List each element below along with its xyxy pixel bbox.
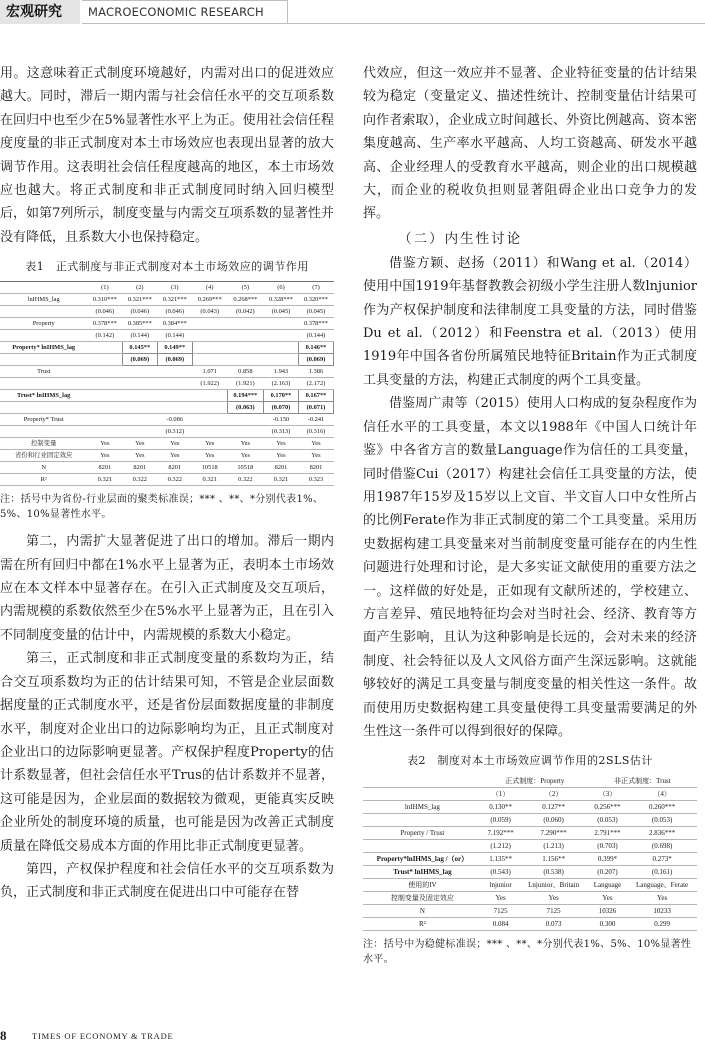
table1-cell <box>87 342 122 354</box>
table1-row-label: 控制变量 <box>0 438 87 450</box>
table1-cell: (0.144) <box>122 330 157 342</box>
table2-cell: Yes <box>482 892 520 905</box>
table2-cell: 0.260*** <box>627 801 697 814</box>
table1-cell: -0.241 <box>298 414 333 426</box>
table1-cell: (0.071) <box>298 402 333 414</box>
table1-cell <box>87 414 122 426</box>
table2-row-label: lnIHMS_lag <box>363 801 482 814</box>
table1-row-label <box>0 402 87 414</box>
table2-cell: (0.059) <box>482 814 520 827</box>
table1-cell: (0.070) <box>264 402 299 414</box>
table2-cell: 0.300 <box>588 918 627 931</box>
table2-cell: 0.399* <box>588 853 627 866</box>
table1-cell <box>122 402 157 414</box>
table1-row <box>0 402 334 414</box>
left-column <box>0 62 334 905</box>
table1-cell <box>122 366 157 378</box>
table1-cell: 0.378*** <box>87 318 122 330</box>
table1-cell: Yes <box>227 450 263 462</box>
table1-row-label <box>0 426 87 438</box>
table1-cell: 0.167** <box>298 390 333 402</box>
right-paragraph-1: 代效应，但这一效应并不显著、企业特征变量的估计结果较为稳定（变量定义、描述性统计、控制变量估计结果可向作者索取），企业成立时间越长、外资比例越高、资本密集度越高、生产率水平越高、人均工资越高、研发水平越高、企业经理人的受教育水平越高，则企业的出口规模越大，而企业的税收负担则显著阻碍企业出口竞争力的发挥。 <box>363 66 697 222</box>
table1-row-label: 省份和行业固定效应 <box>0 450 87 462</box>
table1-row-label: Trust* lnIHMS_lag <box>0 390 87 402</box>
table1-cell: (0.046) <box>157 306 192 318</box>
table1-row <box>0 354 334 366</box>
table2-cell: (0.207) <box>588 866 627 879</box>
table1-cell <box>192 318 227 330</box>
table2-row-label: 使用的IV <box>363 879 482 892</box>
table2-cell: lnjunior <box>482 879 520 892</box>
table1-cell: 8201 <box>122 462 157 474</box>
table1-cell: (1.921) <box>227 378 263 390</box>
table1-cell: (1.922) <box>192 378 227 390</box>
table1-cell <box>122 414 157 426</box>
table1-header-cell: (5) <box>227 282 263 294</box>
table2-row <box>363 892 697 905</box>
left-paragraph-2: 第二，内需扩大显著促进了出口的增加。滞后一期内需在所有回归中都在1%水平上显著为正，表明本土市场效应在本文样本中显著存在。在引入正式制度及交互项后，内需规模的系数依然至少在5%水平上显著为正，且在引入不同制度变量的估计中，内需规模的系数大小稳定。 <box>0 534 334 643</box>
table1-cell <box>87 402 122 414</box>
table2-row <box>363 827 697 840</box>
journal-name: TIMES OF ECONOMY & TRADE <box>32 1031 174 1041</box>
table2-cell: 0.084 <box>482 918 520 931</box>
table1-row <box>0 294 334 306</box>
table1-cell: -0.150 <box>264 414 299 426</box>
table1-header-cell: (7) <box>298 282 333 294</box>
table1-row <box>0 342 334 354</box>
table1-cell: 0.320*** <box>298 294 333 306</box>
table2-cell: (0.698) <box>627 840 697 853</box>
table1-header-cell: (3) <box>157 282 192 294</box>
table2-row-label: N <box>363 905 482 918</box>
table1-header-cell: (2) <box>122 282 157 294</box>
table1-cell <box>227 330 263 342</box>
table1-cell: 0.149** <box>157 342 192 354</box>
table1-cell: Yes <box>122 438 157 450</box>
table1-cell: 8201 <box>157 462 192 474</box>
table1-row-label <box>0 306 87 318</box>
table2-caption: 表2 制度对本土市场效应调节作用的2SLS估计 <box>407 754 653 768</box>
table2-group-header-cell <box>363 775 482 788</box>
table2-cell: (0.161) <box>627 866 697 879</box>
table2-row-label <box>363 840 482 853</box>
table2-row <box>363 879 697 892</box>
table1-cell <box>227 318 263 330</box>
table1-row-label: Property* Trust <box>0 414 87 426</box>
table1-cell: Yes <box>192 438 227 450</box>
table1-header-cell <box>0 282 87 294</box>
table1-cell: (0.316) <box>298 426 333 438</box>
table1-cell: (0.313) <box>264 426 299 438</box>
table1-cell: 0.321*** <box>157 294 192 306</box>
table2-cell: 1.156** <box>519 853 587 866</box>
table1-cell <box>227 414 263 426</box>
table1-cell: 0.170** <box>264 390 299 402</box>
table1-cell <box>192 402 227 414</box>
table2-cell: 0.130** <box>482 801 520 814</box>
table1-header-cell: (6) <box>264 282 299 294</box>
table1-row <box>0 414 334 426</box>
table1-cell: Yes <box>298 438 333 450</box>
table1-cell: Yes <box>87 450 122 462</box>
table1-cell <box>227 426 263 438</box>
table1-cell: (0.063) <box>227 402 263 414</box>
left-paragraph-3: 第三，正式制度和非正式制度变量的系数均为正，结合交互项系数均为正的估计结果可知，不管是企业层面数据度量的正式制度水平，还是省份层面数据度量的非制度水平，制度对企业出口的边际影响均为正，且正式制度对企业出口的边际影响更显著。产权保护程度Property的估计系数显著，但社会信任水平Trus的估计系数并不显著，这可能是因为，企业层面的数据较为微观，更能真实反映企业所处的制度环境的质量，也可能是因为改善正式制度质量在降低交易成本方面的作用比非正式制度更显著。 <box>0 651 334 854</box>
table1-cell <box>87 378 122 390</box>
table2-cell: (0.538) <box>519 866 587 879</box>
table1-cell: 8201 <box>264 462 299 474</box>
left-paragraph-1: 用。这意味着正式制度环境越好，内需对出口的促进效应越大。同时，滞后一期内需与社会信任水平的交互项系数在回归中也至少在5%显著性水平上为正。使用社会信任程度度量的非正式制度对本土市场效应也表现出显著的放大调节作用。这表明社会信任程度越高的地区，本土市场效应也越大。将正式制度和非正式制度同时纳入回归模型后，如第7列所示，制度变量与内需交互项系数的显著性并没有降低，且系数大小也保持稳定。 <box>0 66 334 245</box>
table1-row <box>0 438 334 450</box>
table1-cell: (0.046) <box>87 306 122 318</box>
table2-cell: Yes <box>588 892 627 905</box>
table1-cell <box>122 378 157 390</box>
table2-row-label: 控制变量及固定效应 <box>363 892 482 905</box>
table1-cell <box>157 390 192 402</box>
table2-row <box>363 814 697 827</box>
section-title: （二）内生性讨论 <box>398 230 523 247</box>
table2-cell: 7.290*** <box>519 827 587 840</box>
table2-cell: 7125 <box>482 905 520 918</box>
table2-cell: 2.836*** <box>627 827 697 840</box>
table1-cell: 8201 <box>87 462 122 474</box>
table1-cell: 0.145** <box>122 342 157 354</box>
table2-cell: 0.073 <box>519 918 587 931</box>
right-paragraph-2: 借鉴方颖、赵扬（2011）和Wang et al.（2014）使用中国1919年基督教教会初级小学生注册人数lnjunior作为产权保护制度和法律制度工具变量的方法，同时借鉴Du et al.（2012）和Feenstra et al.（2013）使用1919年中国各省份所属殖民地特征Britain作为正式制度工具变量的方法，构建正式制度的两个工具变量。 <box>363 255 697 388</box>
table2-row-label: R² <box>363 918 482 931</box>
table2-cell: 7.192*** <box>482 827 520 840</box>
table2-header-cell: （4） <box>627 788 697 801</box>
table1-row <box>0 318 334 330</box>
table2-header-row <box>363 788 697 801</box>
table1-cell: (0.043) <box>192 306 227 318</box>
table2-row <box>363 801 697 814</box>
table1-cell <box>122 426 157 438</box>
table1-cell: (0.069) <box>122 354 157 366</box>
table1-cell <box>192 390 227 402</box>
table1-row <box>0 390 334 402</box>
table2-row-label: Property*lnIHMS_lag /（or） <box>363 853 482 866</box>
table2-header-cell <box>363 788 482 801</box>
table1-cell: (0.069) <box>298 354 333 366</box>
table2-row <box>363 866 697 879</box>
table1-row <box>0 366 334 378</box>
table1-caption: 表1 正式制度与非正式制度对本土市场效应的调节作用 <box>25 260 309 274</box>
table1-note: 注：括号中为省份-行业层面的聚类标准误；*** 、**、*分别代表1%、5%、10%显著性水平。 <box>0 494 324 521</box>
table1-row <box>0 450 334 462</box>
table1-cell: 0.269*** <box>192 294 227 306</box>
table1-cell: 0.322 <box>157 474 192 486</box>
table2-row <box>363 840 697 853</box>
table2-cell: 1.135** <box>482 853 520 866</box>
table2-cell: (0.543) <box>482 866 520 879</box>
table1-cell <box>87 354 122 366</box>
table1-cell: 10518 <box>227 462 263 474</box>
page-header <box>0 0 705 26</box>
table1-row-label: Trust <box>0 366 87 378</box>
table1-cell <box>192 354 227 366</box>
table1-row <box>0 426 334 438</box>
table1-cell <box>87 426 122 438</box>
table1-cell: 0.321 <box>264 474 299 486</box>
table1-cell: 0.384*** <box>157 318 192 330</box>
table2-group-header-cell: 非正式制度：Trust <box>588 775 697 788</box>
table2-header-cell: （1） <box>482 788 520 801</box>
table2-row-label: Trust* lnIHMS_lag <box>363 866 482 879</box>
table2-cell: 2.791*** <box>588 827 627 840</box>
table1-cell <box>157 378 192 390</box>
table1-cell: 0.310*** <box>87 294 122 306</box>
table1-cell <box>192 414 227 426</box>
table1-row-label: R² <box>0 474 87 486</box>
table1 <box>0 281 334 486</box>
table1-cell <box>192 426 227 438</box>
table2-cell: Yes <box>627 892 697 905</box>
table2-row <box>363 918 697 931</box>
table2-cell: Yes <box>519 892 587 905</box>
section-label: 宏观研究 <box>0 0 80 24</box>
table2 <box>363 775 697 931</box>
table1-cell: 0.385*** <box>122 318 157 330</box>
table1-cell <box>192 342 227 354</box>
table2-cell: 0.127** <box>519 801 587 814</box>
table1-cell: Yes <box>227 438 263 450</box>
table1-header-cell: (1) <box>87 282 122 294</box>
table1-cell: Yes <box>192 450 227 462</box>
table1-cell: 1.943 <box>264 366 299 378</box>
table1-header-cell: (4) <box>192 282 227 294</box>
table1-cell: (0.045) <box>298 306 333 318</box>
table1-cell: (0.045) <box>264 306 299 318</box>
table1-header-row <box>0 282 334 294</box>
table2-cell: 0.273* <box>627 853 697 866</box>
table2-cell: (0.053) <box>627 814 697 827</box>
table1-row-label: Property <box>0 318 87 330</box>
table1-cell: 0.378*** <box>298 318 333 330</box>
table1-cell <box>157 402 192 414</box>
table2-cell: Language <box>588 879 627 892</box>
table1-row-label <box>0 378 87 390</box>
table2-cell: (0.053) <box>588 814 627 827</box>
table2-cell: (0.060) <box>519 814 587 827</box>
table1-row <box>0 306 334 318</box>
table2-cell: 10326 <box>588 905 627 918</box>
table1-cell: 1.386 <box>298 366 333 378</box>
table1-cell: (0.042) <box>227 306 263 318</box>
table1-cell: Yes <box>264 438 299 450</box>
table1-row <box>0 474 334 486</box>
series-label: MACROECONOMIC RESEARCH <box>82 0 288 24</box>
table1-row <box>0 378 334 390</box>
table1-cell <box>264 354 299 366</box>
table2-cell: (1.212) <box>482 840 520 853</box>
table1-cell: Yes <box>122 450 157 462</box>
table1-cell: (0.312) <box>157 426 192 438</box>
table2-cell: (1.213) <box>519 840 587 853</box>
table1-cell: Yes <box>264 450 299 462</box>
right-paragraph-3: 借鉴周广肃等（2015）使用人口构成的复杂程度作为信任水平的工具变量，本文以1988年《中国人口统计年鉴》中各省方言的数量Language作为信任的工具变量，同时借鉴Cui（2017）构建社会信任工具变量的方法，使用1987年15岁及15岁以上文盲、半文盲人口中女性所占的比例Ferate作为非正式制度的第二个工具变量。采用历史数据构建工具变量来对当前制度变量可能存在的内生性问题进行处理和讨论，是大多实证文献使用的重要方法之一。这样做的好处是，正如现有文献所述的，学校建立、方言差异、殖民地特征均会对当时社会、经济、教育等方面产生影响，且认为这种影响是长远的，会对未来的经济制度、社会特征以及人文风俗方面产生深远影响。这就能够较好的满足工具变量与制度变量的相关性这一条件。故而使用历史数据构建工具变量使得工具变量需要满足的外生性这一条件可以得到很好的保障。 <box>363 396 697 739</box>
table2-cell: (0.703) <box>588 840 627 853</box>
table2-cell: Language、Ferate <box>627 879 697 892</box>
table2-row-label <box>363 814 482 827</box>
table1-cell <box>227 354 263 366</box>
table1-cell: (2.163) <box>264 378 299 390</box>
table2-cell: Lnjunior、Britain <box>519 879 587 892</box>
table2-cell: 0.256*** <box>588 801 627 814</box>
table1-cell: (0.046) <box>122 306 157 318</box>
table2-cell: 0.299 <box>627 918 697 931</box>
table1-cell <box>122 390 157 402</box>
table1-cell: (0.144) <box>157 330 192 342</box>
table1-cell: Yes <box>298 450 333 462</box>
table1-cell <box>87 390 122 402</box>
table1-cell: 0.321 <box>87 474 122 486</box>
table2-header-cell: （2） <box>519 788 587 801</box>
table1-cell: 1.071 <box>192 366 227 378</box>
table1-cell: 0.328*** <box>264 294 299 306</box>
table1-row-label <box>0 354 87 366</box>
table1-cell: 0.322 <box>227 474 263 486</box>
table1-cell: (0.142) <box>87 330 122 342</box>
table1-cell: 0.321 <box>192 474 227 486</box>
left-paragraph-4: 第四，产权保护程度和社会信任水平的交互项系数为负，正式制度和非正式制度在促进出口中可能存在替 <box>0 861 334 901</box>
page-number: 8 <box>0 1028 7 1043</box>
table1-cell: Yes <box>87 438 122 450</box>
table1-row-label <box>0 330 87 342</box>
table1-row <box>0 462 334 474</box>
header-rule <box>288 23 705 24</box>
table2-cell: 7125 <box>519 905 587 918</box>
table2-header-cell: （3） <box>588 788 627 801</box>
table1-cell: (2.172) <box>298 378 333 390</box>
table1-cell: -0.086 <box>157 414 192 426</box>
table1-cell: (0.144) <box>298 330 333 342</box>
table1-cell <box>192 330 227 342</box>
table1-row-label: N <box>0 462 87 474</box>
table1-row-label: Property* lnIHMS_lag <box>0 342 87 354</box>
table1-cell <box>227 342 263 354</box>
table2-row <box>363 853 697 866</box>
table1-cell: 0.146** <box>298 342 333 354</box>
table2-row-label: Property / Trust <box>363 827 482 840</box>
table1-cell: 0.323 <box>298 474 333 486</box>
table1-row-label: lnIHMS_lag <box>0 294 87 306</box>
table2-note: 注：括号中为稳健标准误；*** 、**、*分别代表1%、5%、10%显著性水平。 <box>363 939 692 966</box>
table1-cell <box>87 366 122 378</box>
table1-cell: 0.322 <box>122 474 157 486</box>
table1-cell: 8201 <box>298 462 333 474</box>
table2-group-header <box>363 775 697 788</box>
table1-row <box>0 330 334 342</box>
table1-cell <box>264 318 299 330</box>
table1-cell <box>264 342 299 354</box>
table1-cell: 0.268*** <box>227 294 263 306</box>
table1-cell: 0.858 <box>227 366 263 378</box>
page-footer <box>0 1028 705 1043</box>
table2-group-header-cell: 正式制度：Property <box>482 775 588 788</box>
table1-cell: Yes <box>157 450 192 462</box>
right-column <box>363 62 697 975</box>
table2-cell: 10233 <box>627 905 697 918</box>
table1-cell <box>264 330 299 342</box>
table1-cell <box>157 366 192 378</box>
table1-cell: 0.194*** <box>227 390 263 402</box>
table1-cell: Yes <box>157 438 192 450</box>
table1-cell: (0.069) <box>157 354 192 366</box>
table1-cell: 0.321*** <box>122 294 157 306</box>
table1-cell: 10518 <box>192 462 227 474</box>
table2-row <box>363 905 697 918</box>
